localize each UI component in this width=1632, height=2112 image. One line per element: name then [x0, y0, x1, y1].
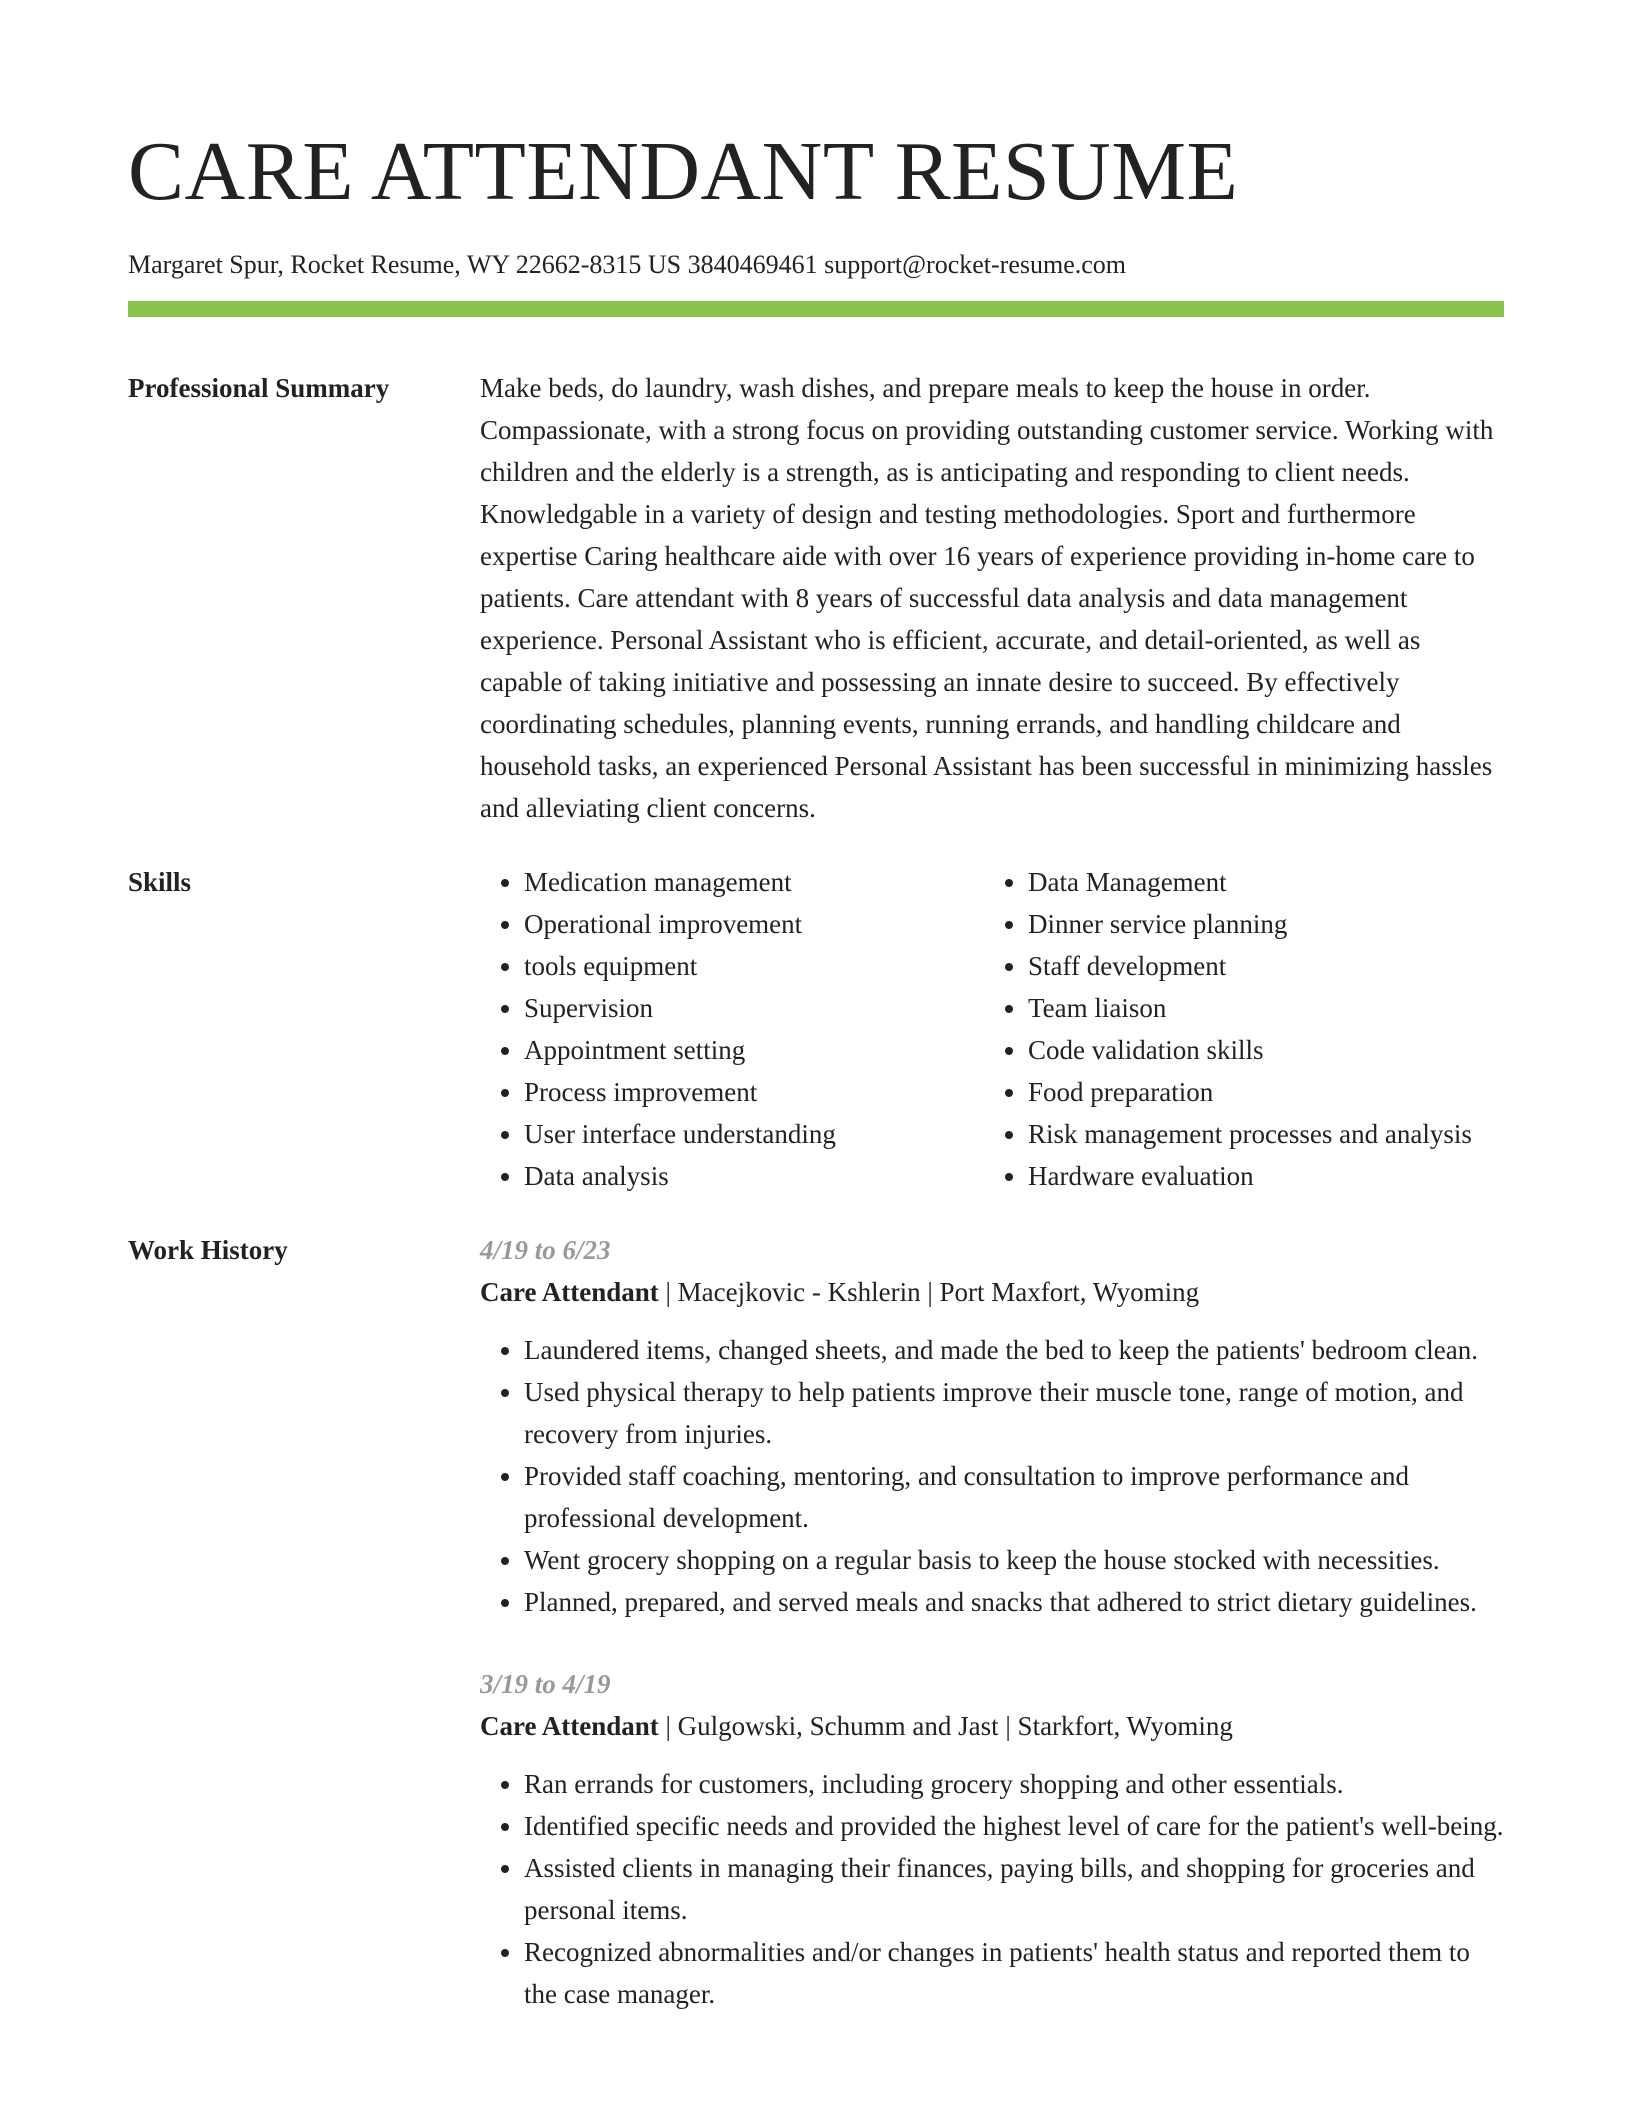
job-bullet: • Ran errands for customers, including grocery shopping and other essentials. — [524, 1763, 1504, 1805]
job-entry — [480, 1229, 1504, 1623]
skill-item: • Risk management processes and analysis — [1028, 1113, 1488, 1155]
job-dates: 3/19 to 4/19 — [480, 1669, 611, 1699]
job-bullet: • Went grocery shopping on a regular basis to keep the house stocked with necessities. — [524, 1539, 1504, 1581]
job-role: Care Attendant — [480, 1277, 659, 1307]
skill-item: • tools equipment — [524, 945, 984, 987]
job-bullet: • Used physical therapy to help patients improve their muscle tone, range of motion, and recovery from injuries. — [524, 1371, 1504, 1455]
skills-heading: Skills — [128, 867, 192, 897]
skills-section — [128, 861, 1504, 1197]
skill-item: • Food preparation — [1028, 1071, 1488, 1113]
job-title-line — [480, 1271, 1504, 1313]
skill-item: • Appointment setting — [524, 1029, 984, 1071]
job-details: | Gulgowski, Schumm and Jast | Starkfort, Wyoming — [658, 1711, 1233, 1741]
skill-item: • Medication management — [524, 861, 984, 903]
skills-list-right — [984, 861, 1488, 1197]
summary-heading: Professional Summary — [128, 373, 390, 403]
skill-item: • Data Management — [1028, 861, 1488, 903]
job-bullets — [480, 1329, 1504, 1623]
job-bullet: • Recognized abnormalities and/or changes in patients' health status and reported them to the case manager. — [524, 1931, 1504, 2015]
job-role: Care Attendant — [480, 1711, 659, 1741]
header-divider — [128, 301, 1504, 317]
skill-item: • User interface understanding — [524, 1113, 984, 1155]
contact-state-zip: WY 22662-8315 — [466, 250, 642, 279]
contact-email: support@rocket-resume.com — [824, 250, 1127, 279]
job-bullet: • Identified specific needs and provided the highest level of care for the patient's well-being. — [524, 1805, 1504, 1847]
resume-title: CARE ATTENDANT RESUME — [128, 125, 1239, 218]
job-bullet: • Assisted clients in managing their finances, paying bills, and shopping for groceries and personal items. — [524, 1847, 1504, 1931]
job-dates: 4/19 to 6/23 — [480, 1235, 611, 1265]
contact-country: US — [647, 250, 682, 279]
resume-page — [128, 0, 1504, 2015]
work-history-section — [128, 1229, 1504, 2015]
work-history-heading: Work History — [128, 1235, 288, 1265]
job-bullet: • Provided staff coaching, mentoring, and consultation to improve performance and professional development. — [524, 1455, 1504, 1539]
skill-item: • Supervision — [524, 987, 984, 1029]
contact-city: Rocket Resume, — [290, 250, 461, 279]
skill-item: • Team liaison — [1028, 987, 1488, 1029]
contact-phone: 3840469461 — [687, 250, 818, 279]
contact-name: Margaret Spur, — [128, 250, 284, 279]
skill-item: • Dinner service planning — [1028, 903, 1488, 945]
contact-line — [128, 248, 1504, 282]
skill-item: • Code validation skills — [1028, 1029, 1488, 1071]
job-bullet: • Laundered items, changed sheets, and made the bed to keep the patients' bedroom clean. — [524, 1329, 1504, 1371]
job-entry — [480, 1663, 1504, 2015]
job-title-line — [480, 1705, 1504, 1747]
skill-item: • Operational improvement — [524, 903, 984, 945]
skill-item: • Hardware evaluation — [1028, 1155, 1488, 1197]
job-bullets — [480, 1763, 1504, 2015]
job-bullet: • Planned, prepared, and served meals and snacks that adhered to strict dietary guidelines. — [524, 1581, 1504, 1623]
skill-item: • Process improvement — [524, 1071, 984, 1113]
summary-text: Make beds, do laundry, wash dishes, and prepare meals to keep the house in order. Compassionate, with a strong focus on providing outstanding customer service. Working with children and the elderly is a strength, as is anticipating and responding to client needs. Knowledgable in a variety of design and testing methodologies. Sport and furthermore expertise Caring healthcare aide with over 16 years of experience providing in-home care to patients. Care attendant with 8 years of successful data analysis and data management experience. Personal Assistant who is efficient, accurate, and detail-oriented, as well as capable of taking initiative and possessing an innate desire to succeed. By effectively coordinating schedules, planning events, running errands, and handling childcare and household tasks, an experienced Personal Assistant has been successful in minimizing hassles and alleviating client concerns. — [480, 373, 1494, 823]
skill-item: • Staff development — [1028, 945, 1488, 987]
skills-list-left — [480, 861, 984, 1197]
job-details: | Macejkovic - Kshlerin | Port Maxfort, Wyoming — [658, 1277, 1200, 1307]
summary-section — [128, 367, 1504, 829]
skill-item: • Data analysis — [524, 1155, 984, 1197]
